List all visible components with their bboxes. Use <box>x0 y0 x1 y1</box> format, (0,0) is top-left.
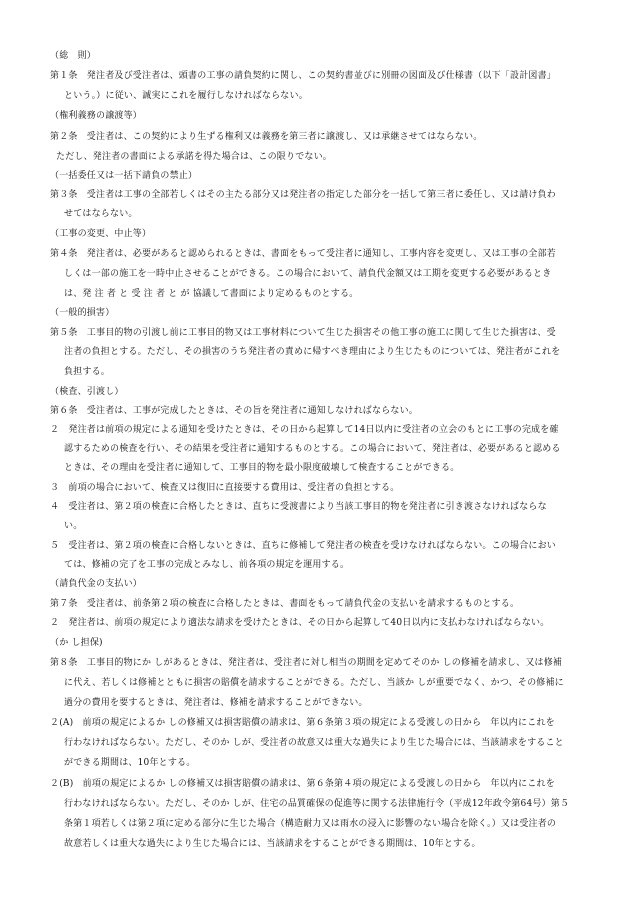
body-line: ただし、発注者の書面による承諾を得た場合は、この限りでない。 <box>56 152 333 162</box>
article-line: 第２条 受注者は、この契約により生ずる権利又は義務を第三者に譲渡し、又は承継させてはならない。 <box>50 132 483 142</box>
paragraph-line: ５ 受注者は、第２項の検査に合格しないときは、直ちに修補して発注者の検査を受けなければならない。この場合におい <box>50 541 557 551</box>
paragraph-line: ２(A) 前項の規定によるか しの修補又は損害賠償の請求は、第６条第３項の規定による受渡しの日から 年以内にこれを <box>50 718 555 728</box>
body-line: しくは一部の施工を一時中止させることができる。この場合において、請負代金額又は工期を変更する必要があるとき <box>64 269 552 279</box>
body-line: ときは、その理由を受注者に通知して、工事目的物を最小限度破壊して検査することができる。 <box>64 463 460 473</box>
body-line: 認するための検査を行い、その結果を受注者に通知するものとする。この場合において、発注者は、必要があると認める <box>64 444 561 454</box>
heading-line: （か し担保) <box>50 638 103 648</box>
heading-line: （権利義務の譲渡等） <box>50 111 143 121</box>
article-line: 第４条 発注者は、必要があると認められるときは、書面をもって受注者に通知し、工事内容を変更し、又は工事の全部若 <box>50 249 557 259</box>
body-line: 注者の負担とする。ただし、その損害のうち発注者の責めに帰すべき理由により生じたものについては、発注者がこれを <box>64 347 561 357</box>
body-line: 行わなければならない。ただし、そのか しが、住宅の品質確保の促進等に関する法律施行令（平成12年政令第64号）第５ <box>64 799 570 809</box>
paragraph-line: ２ 発注者は前項の規定による通知を受けたときは、その日から起算して14日以内に受注者の立会のもとに工事の完成を確 <box>50 425 559 435</box>
body-line: 故意若しくは重大な過失により生じた場合には、当該請求をすることができる期間は、10年とする。 <box>64 839 481 849</box>
paragraph-line: ２(B) 前項の規定によるか しの修補又は損害賠償の請求は、第６条第４項の規定による受渡しの日から 年以内にこれを <box>50 779 555 789</box>
body-line: は、発 注 者 と 受 注 者 と が 協議して書面により定めるものとする。 <box>64 289 359 299</box>
heading-line: （請負代金の支払い） <box>50 579 143 589</box>
heading-line: （総 則） <box>50 51 97 61</box>
heading-line: （工事の変更、中止等） <box>50 229 152 239</box>
body-line: 負担する。 <box>64 367 111 377</box>
article-line: 第７条 受注者は、前条第２項の検査に合格したときは、書面をもって請負代金の支払いを請求するものとする。 <box>50 599 520 609</box>
paragraph-line: ４ 受注者は、第２項の検査に合格したときは、直ちに受渡書により当該工事目的物を発注者に引き渡さなければならな <box>50 502 547 512</box>
body-line: という。）に従い、誠実にこれを履行しなければならない。 <box>64 91 308 101</box>
article-line: 第８条 工事目的物にか しがあるときは、発注者は、受注者に対し相当の期間を定めてそのか しの修補を請求し、又は修補 <box>50 658 563 668</box>
body-line: 過分の費用を要するときは、発注者は、修補を請求することができない。 <box>64 698 368 708</box>
body-line: 条第１項若しくは第２項に定める部分に生じた場合（構造耐力又は雨水の浸入に影響のない場合を除く。）又は受注者の <box>64 819 557 829</box>
body-line: ては、修補の完了を工事の完成とみなし、前各項の規定を運用する。 <box>64 560 350 570</box>
paragraph-line: ２ 発注者は、前項の規定により適法な請求を受けたときは、その日から起算して40日以内に支払わなければならない。 <box>50 618 550 628</box>
heading-line: （一括委任又は一括下請負の禁止） <box>50 171 198 181</box>
body-line: ができる期間は、10年とする。 <box>64 758 196 768</box>
paragraph-line: ３ 前項の場合において、検査又は復旧に直接要する費用は、受注者の負担とする。 <box>50 483 400 493</box>
article-line: 第５条 工事目的物の引渡し前に工事目的物又は工事材料について生じた損害その他工事の施工に関して生じた損害は、受 <box>50 328 556 338</box>
article-line: 第６条 受注者は、工事が完成したときは、その旨を発注者に通知しなければならない。 <box>50 406 419 416</box>
body-line: い。 <box>64 521 83 531</box>
body-line: 行わなければならない。ただし、そのか しが、受注者の故意又は重大な過失により生じた場合には、当該請求をすること <box>64 738 564 748</box>
body-line: に代え、若しくは修補とともに損害の賠償を請求することができる。ただし、当該か しが重要でなく、かつ、その修補に <box>64 678 564 688</box>
article-line: 第３条 受注者は工事の全部若しくはその主たる部分又は発注者の指定した部分を一括して第三者に委任し、又は請け負わ <box>50 190 557 200</box>
heading-line: （検査、引渡し） <box>50 387 124 397</box>
heading-line: （一般的損害） <box>50 308 115 318</box>
body-line: せてはならない。 <box>64 209 138 219</box>
article-line: 第１条 発注者及び受注者は、頭書の工事の請負契約に関し、この契約書並びに別冊の図面及び仕様書（以下「設計図書」 <box>50 71 557 81</box>
